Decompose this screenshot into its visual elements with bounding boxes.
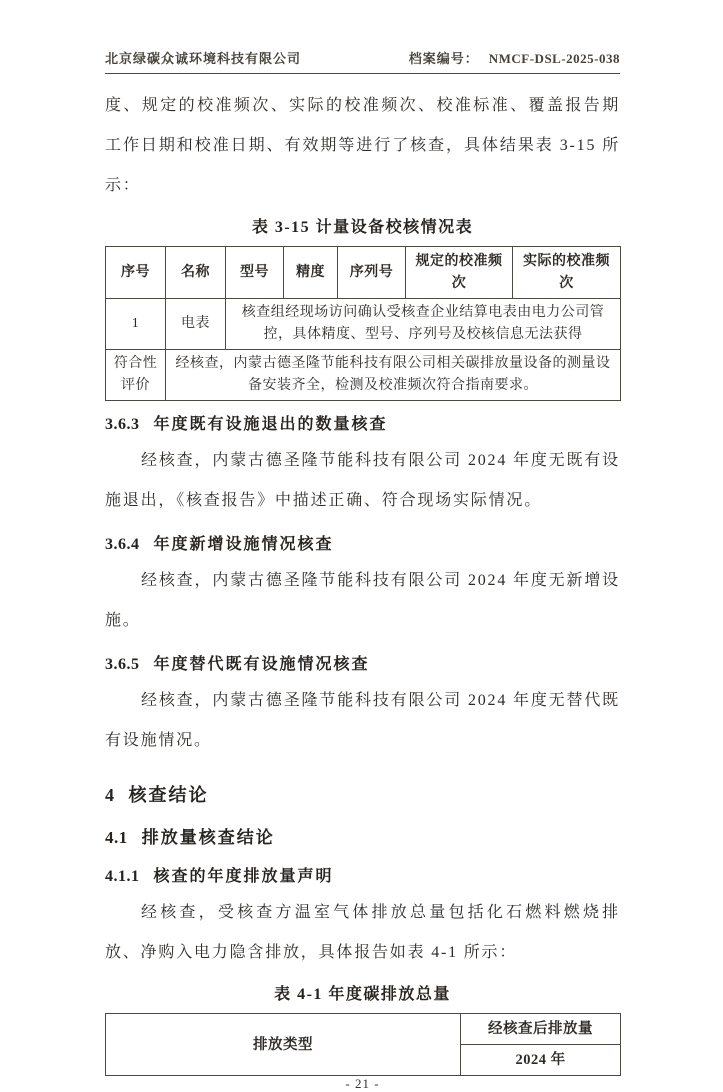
cell-no: 1 bbox=[106, 299, 166, 350]
section-heading-3-6-3 bbox=[105, 413, 620, 437]
page-header bbox=[105, 48, 620, 74]
table-4-1 bbox=[105, 1013, 621, 1076]
col-header-precision: 精度 bbox=[284, 247, 338, 299]
table-4-1-title: 表 4-1 年度碳排放总量 bbox=[274, 986, 451, 1003]
table-4-1-row-1 bbox=[106, 1014, 621, 1045]
section-title: 核查的年度排放量声明 bbox=[153, 868, 334, 885]
file-number-value: NMCF-DSL-2025-038 bbox=[488, 51, 620, 66]
chapter-number: 4 bbox=[105, 785, 115, 805]
cell-verified-emissions: 经核查后排放量 bbox=[461, 1014, 621, 1045]
section-heading-3-6-4 bbox=[105, 533, 620, 557]
section-3-6-4-paragraph: 经核查，内蒙古德圣隆节能科技有限公司 2024 年度无新增设施。 bbox=[105, 572, 620, 629]
col-header-no: 序号 bbox=[106, 247, 166, 299]
section-title: 年度新增设施情况核查 bbox=[153, 536, 334, 553]
section-heading-4-1 bbox=[105, 825, 620, 851]
cell-year-2024: 2024 年 bbox=[461, 1045, 621, 1076]
cell-compliance-label: 符合性评价 bbox=[106, 350, 166, 401]
col-header-serial: 序列号 bbox=[338, 247, 406, 299]
section-number: 3.6.3 bbox=[105, 416, 140, 433]
header-company-name: 北京绿碳众诚环境科技有限公司 bbox=[105, 51, 302, 66]
section-title: 年度既有设施退出的数量核查 bbox=[153, 416, 388, 433]
cell-compliance-note: 经核查，内蒙古德圣隆节能科技有限公司相关碳排放量设备的测量设备安装齐全，检测及校准频次符合指南要求。 bbox=[166, 350, 621, 401]
cell-name: 电表 bbox=[166, 299, 226, 350]
section-title: 排放量核查结论 bbox=[141, 828, 275, 847]
section-heading-3-6-5 bbox=[105, 653, 620, 677]
col-header-actual-freq: 实际的校准频次 bbox=[513, 247, 621, 299]
header-file-number bbox=[409, 48, 620, 67]
chapter-heading-4 bbox=[105, 781, 620, 809]
continuation-paragraph: 度、规定的校准频次、实际的校准频次、校准标准、覆盖报告期工作日期和校准日期、有效期等进行了核查，具体结果表 3-15 所示： bbox=[105, 97, 620, 194]
file-number-label: 档案编号： bbox=[408, 51, 479, 66]
page-number: - 21 - bbox=[345, 1076, 380, 1091]
col-header-model: 型号 bbox=[226, 247, 284, 299]
table-row bbox=[106, 299, 621, 350]
section-number: 3.6.5 bbox=[105, 656, 140, 673]
table-row-compliance bbox=[106, 350, 621, 401]
section-heading-4-1-1 bbox=[105, 865, 620, 889]
table-3-15-header-row bbox=[106, 247, 621, 299]
chapter-title: 核查结论 bbox=[128, 785, 209, 805]
table-3-15 bbox=[105, 246, 621, 401]
section-number: 3.6.4 bbox=[105, 536, 140, 553]
section-title: 年度替代既有设施情况核查 bbox=[153, 656, 370, 673]
section-4-1-1-paragraph: 经核查，受核查方温室气体排放总量包括化石燃料燃烧排放、净购入电力隐含排放，具体报告如表 4-1 所示： bbox=[105, 904, 620, 961]
section-number: 4.1 bbox=[105, 828, 128, 847]
section-number: 4.1.1 bbox=[105, 868, 140, 885]
col-header-name: 名称 bbox=[166, 247, 226, 299]
section-3-6-5-paragraph: 经核查，内蒙古德圣隆节能科技有限公司 2024 年度无替代既有设施情况。 bbox=[105, 692, 620, 749]
section-3-6-3-paragraph: 经核查，内蒙古德圣隆节能科技有限公司 2024 年度无既有设施退出，《核查报告》中描述正确、符合现场实际情况。 bbox=[105, 452, 620, 509]
col-header-required-freq: 规定的校准频次 bbox=[406, 247, 513, 299]
cell-emission-type: 排放类型 bbox=[106, 1014, 461, 1076]
table-3-15-title: 表 3-15 计量设备校核情况表 bbox=[251, 219, 474, 236]
cell-note: 核查组经现场访问确认受核查企业结算电表由电力公司管控，具体精度、型号、序列号及校核信息无法获得 bbox=[226, 299, 621, 350]
